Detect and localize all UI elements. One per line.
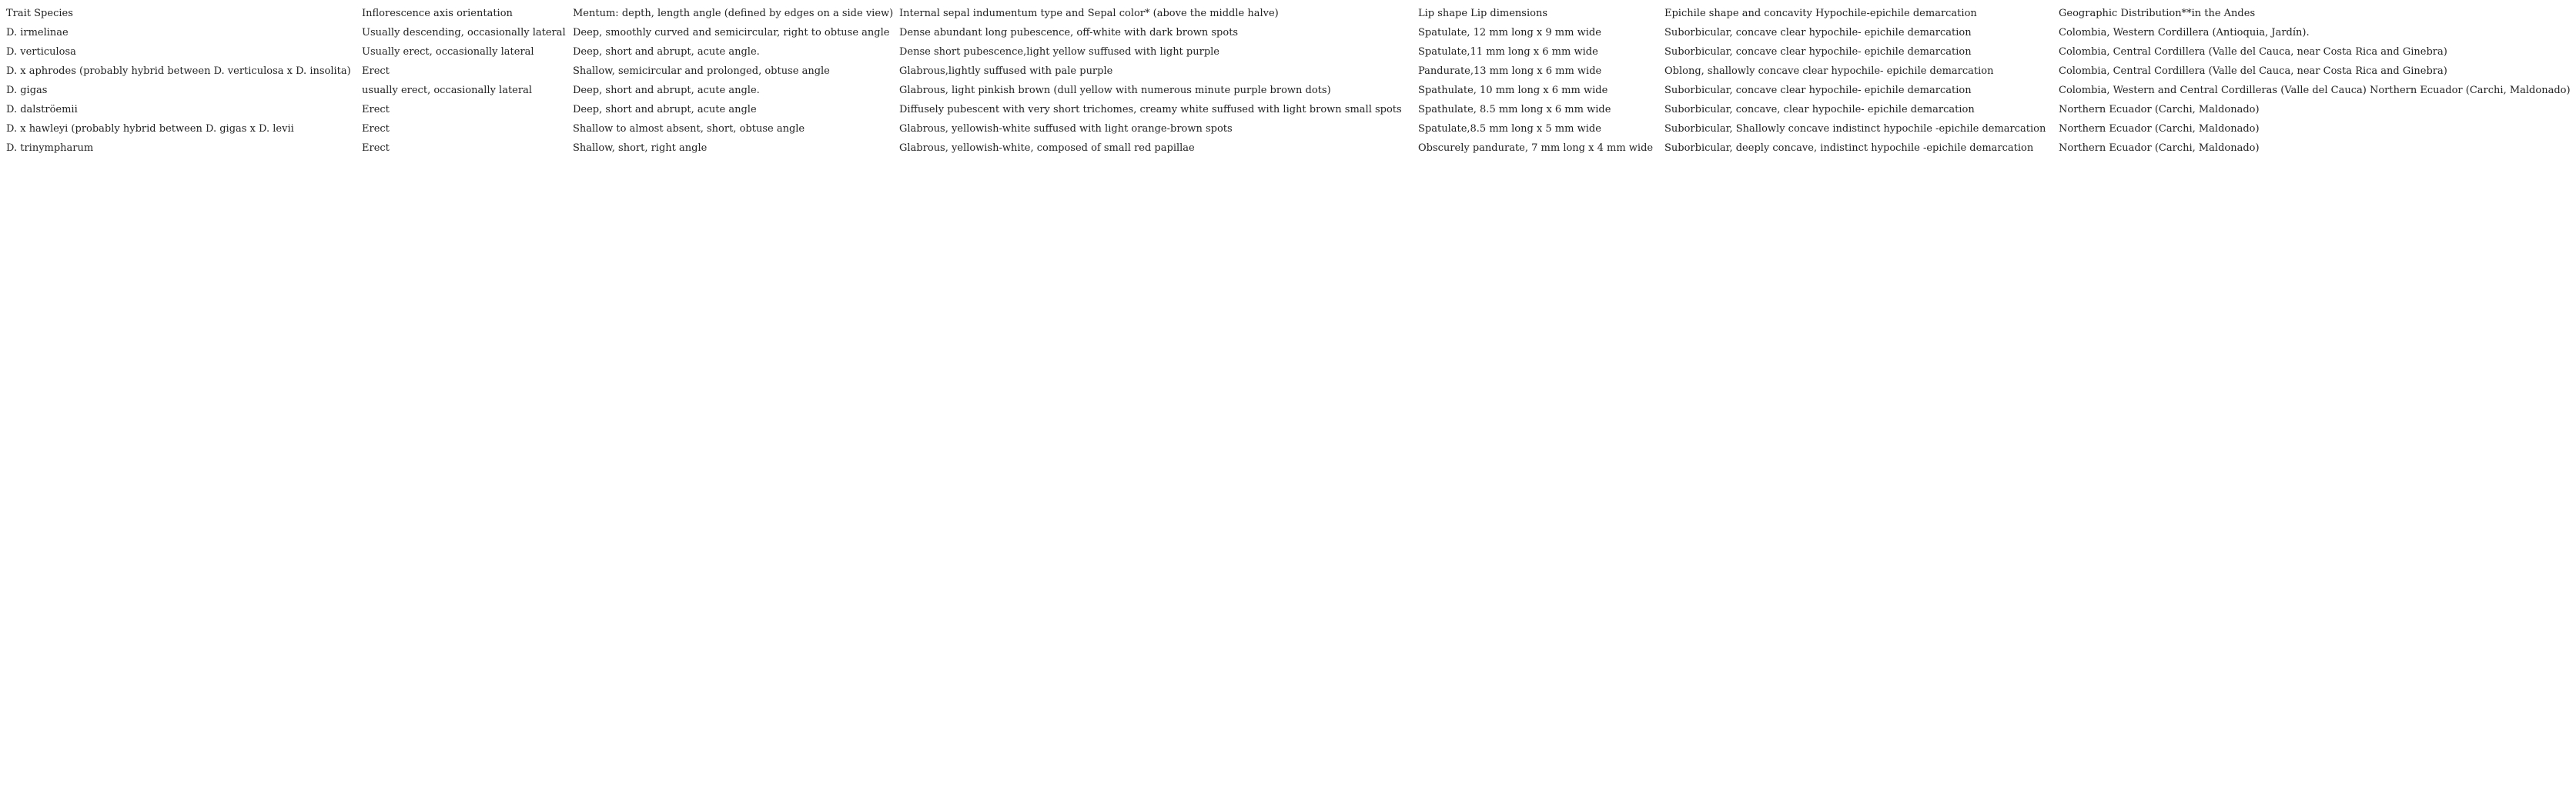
cell-epichile: Oblong, shallowly concave clear hypochile- epichile demarcation — [1664, 65, 1994, 77]
cell-inflorescence: Usually erect, occasionally lateral — [362, 46, 534, 58]
cell-lip: Spathulate, 10 mm long x 6 mm wide — [1418, 85, 1608, 96]
cell-distribution: Colombia, Western and Central Cordilleras (Valle del Cauca) Northern Ecuador (Carchi, Maldonado) — [2059, 85, 2571, 96]
table-header-row — [6, 4, 2573, 23]
cell-distribution: Northern Ecuador (Carchi, Maldonado) — [2059, 123, 2260, 135]
cell-mentum: Shallow to almost absent, short, obtuse angle — [573, 123, 805, 135]
header-inflorescence-axis: Inflorescence axis orientation — [362, 8, 513, 19]
header-geographic-distribution: Geographic Distribution**in the Andes — [2059, 8, 2256, 19]
cell-mentum: Deep, short and abrupt, acute angle. — [573, 85, 760, 96]
cell-mentum: Deep, smoothly curved and semicircular, right to obtuse angle — [573, 27, 890, 38]
header-epichile: Epichile shape and concavity Hypochile-epichile demarcation — [1664, 8, 1977, 19]
cell-species: D. x aphrodes (probably hybrid between D. verticulosa x D. insolita) — [6, 65, 351, 77]
table-row — [6, 81, 2573, 100]
cell-inflorescence: Erect — [362, 123, 390, 135]
cell-sepal: Diffusely pubescent with very short trichomes, creamy white suffused with light brown small spots — [899, 104, 1402, 115]
cell-lip: Spathulate, 8.5 mm long x 6 mm wide — [1418, 104, 1611, 115]
cell-lip: Spatulate,11 mm long x 6 mm wide — [1418, 46, 1598, 58]
cell-distribution: Colombia, Central Cordillera (Valle del Cauca, near Costa Rica and Ginebra) — [2059, 65, 2447, 77]
cell-inflorescence: Erect — [362, 142, 390, 154]
cell-inflorescence: Usually descending, occasionally lateral — [362, 27, 566, 38]
cell-species: D. irmelinae — [6, 27, 69, 38]
cell-species: D. gigas — [6, 85, 48, 96]
cell-mentum: Shallow, semicircular and prolonged, obtuse angle — [573, 65, 830, 77]
cell-epichile: Suborbicular, concave clear hypochile- epichile demarcation — [1664, 46, 1972, 58]
cell-epichile: Suborbicular, deeply concave, indistinct hypochile -epichile demarcation — [1664, 142, 2034, 154]
table-row — [6, 23, 2573, 42]
cell-mentum: Shallow, short, right angle — [573, 142, 708, 154]
cell-sepal: Dense short pubescence,light yellow suffused with light purple — [899, 46, 1219, 58]
header-mentum: Mentum: depth, length angle (defined by edges on a side view) — [573, 8, 894, 19]
cell-sepal: Glabrous, light pinkish brown (dull yellow with numerous minute purple brown dots) — [899, 85, 1331, 96]
cell-distribution: Northern Ecuador (Carchi, Maldonado) — [2059, 104, 2260, 115]
table-row — [6, 100, 2573, 119]
cell-sepal: Glabrous, yellowish-white suffused with light orange-brown spots — [899, 123, 1233, 135]
cell-species: D. verticulosa — [6, 46, 76, 58]
cell-lip: Pandurate,13 mm long x 6 mm wide — [1418, 65, 1602, 77]
cell-mentum: Deep, short and abrupt, acute angle — [573, 104, 757, 115]
header-sepal-indumentum: Internal sepal indumentum type and Sepal color* (above the middle halve) — [899, 8, 1279, 19]
cell-distribution: Northern Ecuador (Carchi, Maldonado) — [2059, 142, 2260, 154]
cell-epichile: Suborbicular, Shallowly concave indistinct hypochile -epichile demarcation — [1664, 123, 2046, 135]
cell-species: D. x hawleyi (probably hybrid between D. gigas x D. levii — [6, 123, 294, 135]
cell-inflorescence: Erect — [362, 65, 390, 77]
cell-epichile: Suborbicular, concave clear hypochile- epichile demarcation — [1664, 27, 1972, 38]
cell-species: D. trinympharum — [6, 142, 94, 154]
cell-lip: Obscurely pandurate, 7 mm long x 4 mm wide — [1418, 142, 1654, 154]
cell-distribution: Colombia, Central Cordillera (Valle del Cauca, near Costa Rica and Ginebra) — [2059, 46, 2447, 58]
cell-species: D. dalströemii — [6, 104, 78, 115]
cell-sepal: Glabrous,lightly suffused with pale purple — [899, 65, 1113, 77]
cell-inflorescence: usually erect, occasionally lateral — [362, 85, 532, 96]
cell-sepal: Glabrous, yellowish-white, composed of small red papillae — [899, 142, 1195, 154]
cell-lip: Spatulate, 12 mm long x 9 mm wide — [1418, 27, 1601, 38]
table-row — [6, 119, 2573, 139]
species-trait-table — [6, 4, 2573, 158]
table-row — [6, 42, 2573, 62]
header-trait-species: Trait Species — [6, 8, 73, 19]
table-row — [6, 139, 2573, 158]
cell-sepal: Dense abundant long pubescence, off-white with dark brown spots — [899, 27, 1239, 38]
header-lip-shape: Lip shape Lip dimensions — [1418, 8, 1548, 19]
cell-epichile: Suborbicular, concave, clear hypochile- epichile demarcation — [1664, 104, 1975, 115]
cell-epichile: Suborbicular, concave clear hypochile- epichile demarcation — [1664, 85, 1972, 96]
cell-lip: Spatulate,8.5 mm long x 5 mm wide — [1418, 123, 1601, 135]
cell-inflorescence: Erect — [362, 104, 390, 115]
table-row — [6, 62, 2573, 81]
cell-distribution: Colombia, Western Cordillera (Antioquia, Jardín). — [2059, 27, 2310, 38]
cell-mentum: Deep, short and abrupt, acute angle. — [573, 46, 760, 58]
